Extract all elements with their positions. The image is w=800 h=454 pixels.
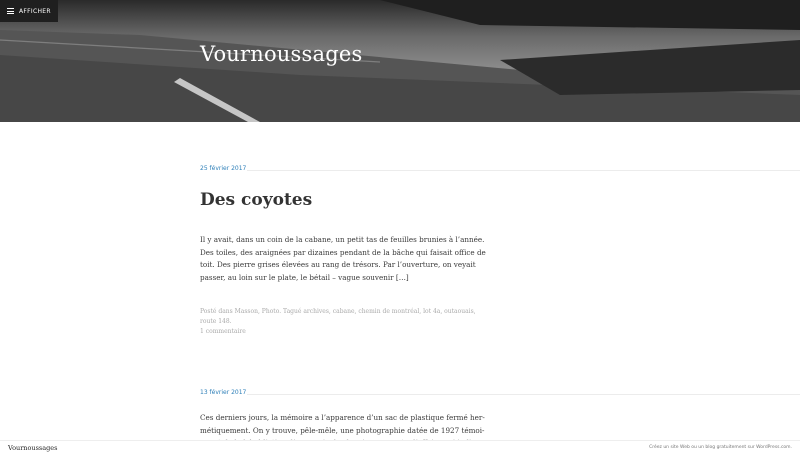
- post-entry: [200, 165, 490, 172]
- footer-credit-link[interactable]: Créez un site Web ou un blog gratuitement sur WordPress.com.: [649, 445, 792, 450]
- menu-toggle-button[interactable]: [0, 0, 58, 22]
- post-meta-line: [200, 307, 500, 317]
- post-tags-link[interactable]: route 148: [200, 318, 230, 325]
- hamburger-icon: [7, 8, 14, 14]
- excerpt-line: métiquement. On y trouve, pêle-mêle, une photographie datée de 1927 témoi-: [200, 425, 485, 435]
- post-comments-link[interactable]: 1 commentaire: [200, 328, 246, 335]
- post-meta-line: [200, 317, 500, 327]
- post-categories-link[interactable]: Masson, Photo: [234, 308, 280, 315]
- meta-tags-suffix: .: [229, 318, 232, 325]
- post-title-wrap: [200, 190, 490, 210]
- post-date[interactable]: 25 février 2017: [200, 165, 247, 172]
- post-title[interactable]: Des coyotes: [200, 190, 313, 210]
- post-excerpt: [200, 234, 500, 284]
- post-entry: [200, 389, 490, 396]
- site-title[interactable]: Vournoussages: [200, 42, 363, 66]
- post-date[interactable]: 13 février 2017: [200, 389, 247, 396]
- site-header: [0, 0, 800, 122]
- menu-toggle-label: AFFICHER: [19, 7, 51, 15]
- footer-site-name[interactable]: Vournoussages: [8, 443, 58, 452]
- excerpt-line: toit. Des pierre grises élevées au rang de trésors. Par l’ouverture, on veyait: [200, 260, 476, 269]
- meta-tags-prefix: . Tagué: [279, 308, 304, 315]
- excerpt-line: passer, au loin sur le plate, le bétail – vague souvenir […]: [200, 272, 409, 282]
- excerpt-line: Des toiles, des araignées par dizaines pendant de la bâche qui faisait office de: [200, 247, 486, 257]
- excerpt-line: Il y avait, dans un coin de la cabane, un petit tas de feuilles brunies à l’année.: [200, 235, 485, 244]
- post-meta: [200, 307, 500, 337]
- header-background-image: [0, 0, 800, 122]
- excerpt-line: Ces derniers jours, la mémoire a l’apparence d’un sac de plastique fermé her-: [200, 413, 485, 422]
- site-footer: [0, 440, 800, 454]
- post-tags-link[interactable]: archives, cabane, chemin de montréal, lot 4a, outaouais,: [303, 308, 476, 315]
- meta-prefix: Posté dans: [200, 308, 235, 315]
